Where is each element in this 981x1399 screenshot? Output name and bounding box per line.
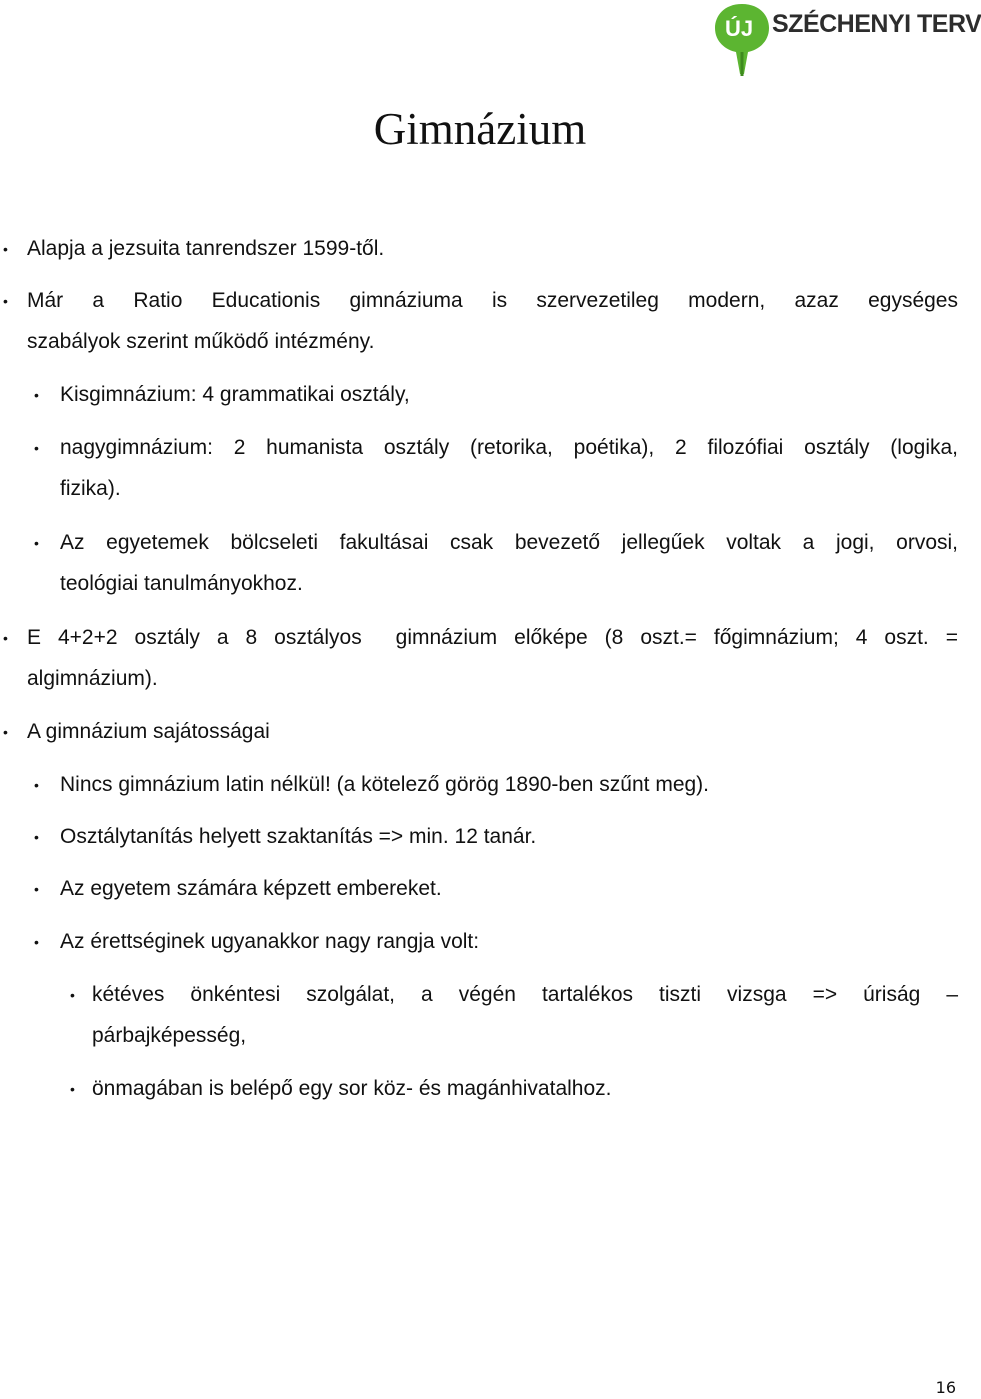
list-item-text: Az érettséginek ugyanakkor nagy rangja volt: [60, 930, 480, 953]
page-number: 16 [935, 1378, 956, 1397]
list-item [0, 228, 960, 270]
list-item-text-line2: fizika). [60, 477, 121, 500]
bullet-icon: • [70, 1081, 75, 1097]
bullet-icon: • [34, 934, 39, 950]
list-item [0, 1068, 960, 1110]
list-item-text-line2: teológiai tanulmányokhoz. [60, 572, 303, 595]
list-item-text-line1: kétéves önkéntesi szolgálat, a végén tartalékos tiszti vizsga => úriság – [92, 983, 958, 1006]
list-item-text: önmagában is belépő egy sor köz- és magánhivatalhoz. [92, 1077, 612, 1100]
list-item-text: Alapja a jezsuita tanrendszer 1599-től. [27, 237, 385, 260]
bullet-icon: • [3, 724, 8, 740]
szechenyi-terv-logo [712, 0, 981, 78]
page-title: Gimnázium [373, 104, 587, 154]
list-item [0, 921, 960, 963]
list-item [0, 374, 960, 416]
list-item-text-line1: Az egyetemek bölcseleti fakultásai csak bevezető jellegűek voltak a jogi, orvosi, [60, 531, 958, 554]
list-item-text: Az egyetem számára képzett embereket. [60, 877, 442, 900]
list-item [0, 711, 960, 753]
bullet-icon: • [34, 829, 39, 845]
list-item-text-line2: szabályok szerint működő intézmény. [27, 330, 375, 353]
bullet-icon: • [3, 630, 8, 646]
list-item [0, 868, 960, 910]
list-item-text-line1: Már a Ratio Educationis gimnáziuma is szervezetileg modern, azaz egységes [27, 289, 958, 312]
logo-text: SZÉCHENYI TERV [772, 10, 981, 38]
list-item-text-line1: E 4+2+2 osztály a 8 osztályos gimnázium előképe (8 oszt.= főgimnázium; 4 oszt. = [27, 626, 958, 649]
bullet-icon: • [34, 881, 39, 897]
bullet-icon: • [3, 241, 8, 257]
bullet-icon: • [34, 387, 39, 403]
list-item-text-line2: párbajképesség, [92, 1024, 247, 1047]
logo-badge: ÚJ [725, 16, 754, 41]
list-item-text: Nincs gimnázium latin nélkül! (a kötelező görög 1890-ben szűnt meg). [60, 773, 710, 796]
bullet-icon: • [3, 293, 8, 309]
list-item [0, 617, 958, 700]
list-item-text-line2: algimnázium). [27, 667, 158, 690]
list-item [0, 816, 960, 858]
list-item [0, 974, 958, 1057]
list-item [0, 280, 958, 363]
bullet-icon: • [70, 987, 75, 1003]
list-item [0, 427, 958, 510]
bullet-icon: • [34, 535, 39, 551]
list-item-text-line1: nagygimnázium: 2 humanista osztály (retorika, poétika), 2 filozófiai osztály (logika, [60, 436, 958, 459]
bullet-icon: • [34, 777, 39, 793]
list-item [0, 522, 958, 605]
list-item-text: A gimnázium sajátosságai [27, 720, 270, 743]
list-item-text: Osztálytanítás helyett szaktanítás => min. 12 tanár. [60, 825, 537, 848]
list-item-text: Kisgimnázium: 4 grammatikai osztály, [60, 383, 410, 406]
list-item [0, 764, 960, 806]
bullet-icon: • [34, 440, 39, 456]
